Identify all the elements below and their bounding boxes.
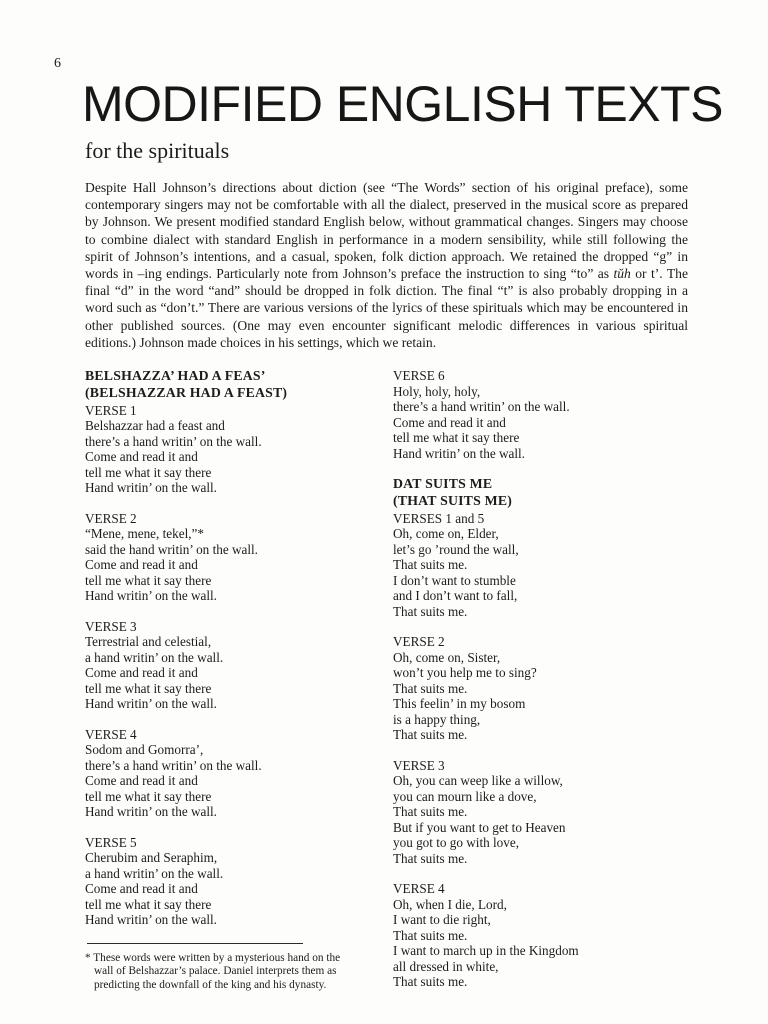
verse-line: I want to march up in the Kingdom bbox=[393, 943, 579, 959]
song-title-line: BELSHAZZA’ HAD A FEAS’ bbox=[85, 368, 266, 383]
verse-line: tell me what it say there bbox=[85, 464, 212, 480]
verse-line: a hand writin’ on the wall. bbox=[85, 649, 224, 665]
verse-line: Belshazzar had a feast and bbox=[85, 418, 225, 434]
footnote bbox=[85, 943, 393, 993]
verse-line: Hand writin’ on the wall. bbox=[85, 912, 217, 928]
verse-block bbox=[85, 727, 393, 820]
verse-line: a hand writin’ on the wall. bbox=[85, 865, 224, 881]
verse-block bbox=[393, 881, 701, 990]
verse-line: all dressed in white, bbox=[393, 958, 499, 974]
verse-block bbox=[85, 403, 393, 496]
verse-line: That suits me. bbox=[393, 850, 468, 866]
verse-line: Terrestrial and celestial, bbox=[85, 634, 212, 650]
verse-line: let’s go ’round the wall, bbox=[393, 541, 519, 557]
verse-line: tell me what it say there bbox=[85, 896, 212, 912]
verse-line: But if you want to get to Heaven bbox=[393, 819, 566, 835]
verse-heading: VERSE 3 bbox=[85, 618, 137, 634]
verse-heading: VERSE 4 bbox=[393, 881, 445, 897]
verse-line: Come and read it and bbox=[85, 557, 198, 573]
song-title bbox=[393, 476, 701, 510]
left-column bbox=[85, 368, 393, 993]
verse-line: That suits me. bbox=[393, 927, 468, 943]
verse-line: tell me what it say there bbox=[393, 430, 520, 445]
verse-line: I want to die right, bbox=[393, 912, 491, 928]
verse-heading: VERSE 2 bbox=[393, 634, 445, 650]
verse-line: Come and read it and bbox=[85, 449, 198, 465]
verse-line: Oh, you can weep like a willow, bbox=[393, 773, 563, 789]
verse-line: and I don’t want to fall, bbox=[393, 588, 518, 604]
verse-block bbox=[393, 758, 701, 867]
page-subtitle: for the spirituals bbox=[85, 138, 230, 163]
verse-line: Hand writin’ on the wall. bbox=[85, 696, 217, 712]
verse-line: said the hand writin’ on the wall. bbox=[85, 541, 258, 557]
verse-heading: VERSE 4 bbox=[85, 726, 137, 742]
verse-line: Hand writin’ on the wall. bbox=[85, 804, 217, 820]
verse-heading: VERSE 5 bbox=[85, 834, 137, 850]
verse-line: Come and read it and bbox=[85, 665, 198, 681]
verse-line: tell me what it say there bbox=[85, 680, 212, 696]
lyrics-columns bbox=[85, 368, 701, 993]
verse-block bbox=[393, 511, 701, 620]
verse-line: there’s a hand writin’ on the wall. bbox=[85, 433, 262, 449]
song-title-line: DAT SUITS ME bbox=[393, 476, 493, 491]
intro-paragraph bbox=[85, 179, 688, 351]
verse-block bbox=[393, 368, 701, 461]
verse-line: you got to go with love, bbox=[393, 835, 520, 851]
verse-line: Come and read it and bbox=[85, 773, 198, 789]
verse-line: That suits me. bbox=[393, 680, 468, 696]
song-title-line: (BELSHAZZAR HAD A FEAST) bbox=[85, 384, 288, 400]
verse-block bbox=[85, 835, 393, 928]
verse-heading: VERSES 1 and 5 bbox=[393, 510, 485, 526]
verse-line: Come and read it and bbox=[85, 881, 198, 897]
verse-line: That suits me. bbox=[393, 603, 468, 619]
verse-line: Oh, when I die, Lord, bbox=[393, 896, 507, 912]
footnote-line: predicting the downfall of the king and his dynasty. bbox=[94, 979, 327, 992]
verse-block bbox=[85, 619, 393, 712]
verse-line: Hand writin’ on the wall. bbox=[85, 588, 217, 604]
verse-line: That suits me. bbox=[393, 804, 468, 820]
verse-line: you can mourn like a dove, bbox=[393, 788, 537, 804]
verse-line: “Mene, mene, tekel,”* bbox=[85, 526, 204, 542]
page-title: MODIFIED ENGLISH TEXTS bbox=[82, 76, 723, 132]
right-column bbox=[393, 368, 701, 990]
verse-line: there’s a hand writin’ on the wall. bbox=[85, 757, 262, 773]
verse-line: Holy, holy, holy, bbox=[393, 383, 481, 399]
verse-line: tell me what it say there bbox=[85, 788, 212, 804]
verse-line: won’t you help me to sing? bbox=[393, 665, 537, 681]
page-number: 6 bbox=[54, 56, 61, 71]
verse-line: That suits me. bbox=[393, 974, 468, 990]
verse-line: Cherubim and Seraphim, bbox=[85, 850, 218, 866]
verse-block bbox=[393, 634, 701, 743]
verse-heading: VERSE 3 bbox=[393, 757, 445, 773]
verse-line: Oh, come on, Elder, bbox=[393, 526, 499, 542]
verse-line: Sodom and Gomorra’, bbox=[85, 742, 204, 758]
verse-line: I don’t want to stumble bbox=[393, 572, 516, 588]
verse-heading: VERSE 2 bbox=[85, 510, 137, 526]
verse-line: there’s a hand writin’ on the wall. bbox=[393, 399, 570, 414]
intro-italic-segment: tŭh bbox=[613, 266, 631, 282]
verse-line: That suits me. bbox=[393, 727, 468, 743]
verse-block bbox=[85, 511, 393, 604]
verse-heading: VERSE 6 bbox=[393, 368, 445, 383]
verse-line: This feelin’ in my bosom bbox=[393, 696, 526, 712]
intro-segment: Despite Hall Johnson’s directions about diction (see “The Words” section of his original preface), some contemporary singers may not be comfortable with all the dialect, preserved in the musical score as prepared by Johnson. We present modified standard English below, without grammatical changes. Singers may choose to combine dialect with standard English in performance in a modern sensibility, while still following the spirit of Johnson’s intentions, and a casual, spoken, folk diction approach. We retained the dropped “g” in words in –ing endings. Particularly note from Johnson’s preface the instruction to sing “to” as bbox=[85, 180, 688, 282]
verse-line: Hand writin’ on the wall. bbox=[393, 445, 525, 461]
footnote-rule bbox=[87, 943, 303, 944]
verse-line: tell me what it say there bbox=[85, 572, 212, 588]
verse-line: Come and read it and bbox=[393, 414, 506, 430]
verse-line: Oh, come on, Sister, bbox=[393, 649, 501, 665]
verse-line: Hand writin’ on the wall. bbox=[85, 480, 217, 496]
footnote-line: wall of Belshazzar’s palace. Daniel interprets them as bbox=[94, 965, 337, 978]
verse-line: That suits me. bbox=[393, 557, 468, 573]
verse-heading: VERSE 1 bbox=[85, 402, 137, 418]
song-title-line: (THAT SUITS ME) bbox=[393, 492, 513, 508]
verse-line: is a happy thing, bbox=[393, 711, 481, 727]
intro-segment: or t’. The final “d” in the word “and” should be dropped in folk diction. The final “t” is also probably dropping in a word such as “don’t.” There are various versions of the lyrics of these spirituals which may be encountered in other published sources. (One may even encounter significant melodic differences in various spiritual editions.) Johnson made choices in his settings, which we retain. bbox=[85, 266, 688, 350]
footnote-line: * These words were written by a mysterious hand on the bbox=[85, 951, 341, 964]
song-title bbox=[85, 368, 393, 402]
